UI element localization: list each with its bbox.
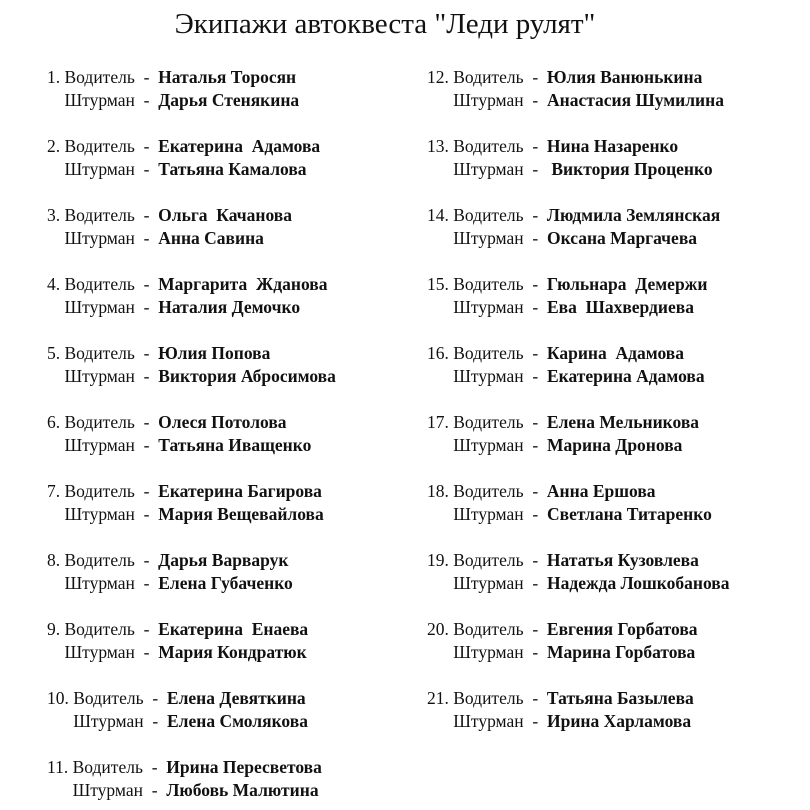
- crew-number: 5.: [47, 343, 61, 363]
- navigator-line: Штурман - Екатерина Адамова: [453, 366, 705, 386]
- crew-entry: [47, 66, 336, 135]
- navigator-role-label: Штурман: [72, 780, 144, 800]
- crew-entry: [427, 549, 729, 618]
- driver-role-label: Водитель: [64, 619, 135, 639]
- navigator-line: Штурман - Татьяна Камалова: [64, 159, 307, 179]
- navigator-line: Штурман - Анна Савина: [64, 228, 264, 248]
- driver-role-label: Водитель: [64, 481, 135, 501]
- driver-name: Людмила Землянская: [546, 205, 721, 225]
- navigator-line: Штурман - Елена Смолякова: [73, 711, 308, 731]
- crew-entry: [47, 618, 336, 687]
- crew-number: 17.: [427, 412, 449, 432]
- driver-name: Евгения Горбатова: [546, 619, 698, 639]
- navigator-role-label: Штурман: [64, 159, 135, 179]
- driver-role-label: Водитель: [72, 757, 143, 777]
- crew-number: 9.: [47, 619, 61, 639]
- crew-number: 8.: [47, 550, 61, 570]
- driver-name: Елена Девяткина: [166, 688, 306, 708]
- navigator-name: Анна Савина: [158, 228, 264, 248]
- crew-entry: [427, 480, 729, 549]
- crew-entry: [47, 687, 336, 756]
- driver-name: Нататья Кузовлева: [546, 550, 699, 570]
- navigator-line: Штурман - Светлана Титаренко: [453, 504, 712, 524]
- driver-role-label: Водитель: [64, 343, 135, 363]
- crew-entry: [427, 66, 729, 135]
- crew-number: 6.: [47, 412, 61, 432]
- crew-entry: [427, 342, 729, 411]
- driver-role-label: Водитель: [453, 550, 524, 570]
- driver-line: 18. Водитель - Анна Ершова: [427, 481, 656, 501]
- crew-number: 1.: [47, 67, 61, 87]
- crew-entry: [47, 480, 336, 549]
- navigator-line: Штурман - Оксана Маргачева: [453, 228, 698, 248]
- crew-entry: [427, 135, 729, 204]
- crew-entry: [427, 411, 729, 480]
- driver-role-label: Водитель: [453, 412, 524, 432]
- driver-role-label: Водитель: [64, 550, 135, 570]
- driver-line: 12. Водитель - Юлия Ванюнькина: [427, 67, 703, 87]
- navigator-name: Мария Кондратюк: [158, 642, 307, 662]
- driver-line: 15. Водитель - Гюльнара Демержи: [427, 274, 708, 294]
- navigator-name: Мария Вещевайлова: [158, 504, 324, 524]
- crew-list-left: [47, 66, 336, 810]
- navigator-line: Штурман - Дарья Стенякина: [64, 90, 300, 110]
- crew-number: 12.: [427, 67, 449, 87]
- crew-number: 18.: [427, 481, 449, 501]
- crew-number: 14.: [427, 205, 449, 225]
- driver-role-label: Водитель: [64, 136, 135, 156]
- navigator-line: Штурман - Виктория Проценко: [453, 159, 713, 179]
- driver-name: Ольга Качанова: [158, 205, 293, 225]
- driver-role-label: Водитель: [64, 205, 135, 225]
- driver-line: 17. Водитель - Елена Мельникова: [427, 412, 700, 432]
- navigator-name: Дарья Стенякина: [158, 90, 300, 110]
- driver-role-label: Водитель: [453, 136, 524, 156]
- driver-line: 11. Водитель - Ирина Пересветова: [47, 757, 322, 777]
- driver-line: 5. Водитель - Юлия Попова: [47, 343, 271, 363]
- crew-number: 7.: [47, 481, 61, 501]
- navigator-name: Ирина Харламова: [546, 711, 692, 731]
- driver-name: Наталья Торосян: [158, 67, 297, 87]
- driver-name: Юлия Попова: [158, 343, 271, 363]
- driver-line: 13. Водитель - Нина Назаренко: [427, 136, 679, 156]
- driver-role-label: Водитель: [64, 274, 135, 294]
- crew-number: 2.: [47, 136, 61, 156]
- crew-number: 11.: [47, 757, 69, 777]
- navigator-name: Надежда Лошкобанова: [546, 573, 730, 593]
- crew-number: 15.: [427, 274, 449, 294]
- crew-entry: [47, 756, 336, 810]
- navigator-line: Штурман - Мария Кондратюк: [64, 642, 307, 662]
- navigator-line: Штурман - Виктория Абросимова: [64, 366, 336, 386]
- navigator-role-label: Штурман: [453, 90, 524, 110]
- navigator-line: Штурман - Мария Вещевайлова: [64, 504, 324, 524]
- driver-line: 8. Водитель - Дарья Варварук: [47, 550, 289, 570]
- driver-role-label: Водитель: [453, 619, 524, 639]
- navigator-name: Светлана Титаренко: [546, 504, 712, 524]
- navigator-role-label: Штурман: [453, 366, 524, 386]
- crew-entry: [47, 273, 336, 342]
- driver-name: Анна Ершова: [546, 481, 656, 501]
- navigator-role-label: Штурман: [453, 504, 524, 524]
- driver-role-label: Водитель: [453, 343, 524, 363]
- navigator-role-label: Штурман: [453, 573, 524, 593]
- driver-line: 20. Водитель - Евгения Горбатова: [427, 619, 698, 639]
- driver-name: Екатерина Енаева: [158, 619, 309, 639]
- crew-number: 21.: [427, 688, 449, 708]
- crew-entry: [427, 618, 729, 687]
- navigator-name: Елена Губаченко: [158, 573, 293, 593]
- driver-name: Дарья Варварук: [158, 550, 289, 570]
- driver-role-label: Водитель: [453, 67, 524, 87]
- navigator-line: Штурман - Наталия Демочко: [64, 297, 301, 317]
- navigator-name: Наталия Демочко: [158, 297, 301, 317]
- driver-name: Юлия Ванюнькина: [546, 67, 703, 87]
- driver-name: Татьяна Базылева: [546, 688, 694, 708]
- navigator-line: Штурман - Марина Дронова: [453, 435, 683, 455]
- driver-line: 6. Водитель - Олеся Потолова: [47, 412, 287, 432]
- driver-role-label: Водитель: [73, 688, 144, 708]
- crew-entry: [47, 135, 336, 204]
- navigator-line: Штурман - Надежда Лошкобанова: [453, 573, 730, 593]
- crew-entry: [47, 204, 336, 273]
- navigator-role-label: Штурман: [453, 642, 524, 662]
- navigator-line: Штурман - Марина Горбатова: [453, 642, 696, 662]
- driver-line: 7. Водитель - Екатерина Багирова: [47, 481, 322, 501]
- navigator-role-label: Штурман: [64, 90, 135, 110]
- driver-name: Олеся Потолова: [158, 412, 287, 432]
- navigator-line: Штурман - Ева Шахвердиева: [453, 297, 694, 317]
- crew-number: 20.: [427, 619, 449, 639]
- page-title: Экипажи автоквеста "Леди рулят": [174, 8, 596, 40]
- crew-number: 16.: [427, 343, 449, 363]
- navigator-line: Штурман - Ирина Харламова: [453, 711, 692, 731]
- driver-name: Екатерина Багирова: [158, 481, 322, 501]
- driver-name: Елена Мельникова: [546, 412, 700, 432]
- driver-role-label: Водитель: [453, 274, 524, 294]
- navigator-role-label: Штурман: [64, 435, 135, 455]
- driver-line: 16. Водитель - Карина Адамова: [427, 343, 684, 363]
- driver-role-label: Водитель: [453, 688, 524, 708]
- navigator-role-label: Штурман: [453, 435, 524, 455]
- navigator-name: Татьяна Камалова: [158, 159, 307, 179]
- driver-line: 3. Водитель - Ольга Качанова: [47, 205, 293, 225]
- driver-line: 10. Водитель - Елена Девяткина: [47, 688, 306, 708]
- navigator-role-label: Штурман: [453, 159, 524, 179]
- navigator-role-label: Штурман: [453, 297, 524, 317]
- crew-entry: [47, 549, 336, 618]
- driver-line: 14. Водитель - Людмила Землянская: [427, 205, 721, 225]
- crew-entry: [427, 204, 729, 273]
- navigator-name: Виктория Абросимова: [158, 366, 336, 386]
- crew-list-right: [427, 66, 729, 756]
- driver-line: 2. Водитель - Екатерина Адамова: [47, 136, 321, 156]
- navigator-name: Анастасия Шумилина: [546, 90, 724, 110]
- crew-number: 3.: [47, 205, 61, 225]
- driver-line: 1. Водитель - Наталья Торосян: [47, 67, 297, 87]
- crew-number: 19.: [427, 550, 449, 570]
- navigator-role-label: Штурман: [64, 366, 135, 386]
- navigator-role-label: Штурман: [73, 711, 144, 731]
- crew-entry: [427, 273, 729, 342]
- crew-entry: [427, 687, 729, 756]
- driver-line: 21. Водитель - Татьяна Базылева: [427, 688, 694, 708]
- navigator-role-label: Штурман: [453, 228, 524, 248]
- driver-name: Маргарита Жданова: [158, 274, 328, 294]
- navigator-name: Елена Смолякова: [166, 711, 308, 731]
- driver-name: Нина Назаренко: [546, 136, 679, 156]
- navigator-line: Штурман - Татьяна Иващенко: [64, 435, 312, 455]
- navigator-role-label: Штурман: [453, 711, 524, 731]
- driver-line: 9. Водитель - Екатерина Енаева: [47, 619, 309, 639]
- navigator-name: Марина Горбатова: [546, 642, 696, 662]
- navigator-line: Штурман - Анастасия Шумилина: [453, 90, 724, 110]
- navigator-name: Виктория Проценко: [546, 159, 713, 179]
- crew-number: 10.: [47, 688, 69, 708]
- navigator-name: Любовь Малютина: [166, 780, 319, 800]
- driver-line: 19. Водитель - Нататья Кузовлева: [427, 550, 699, 570]
- driver-role-label: Водитель: [64, 412, 135, 432]
- navigator-line: Штурман - Елена Губаченко: [64, 573, 293, 593]
- driver-role-label: Водитель: [453, 481, 524, 501]
- crew-number: 4.: [47, 274, 61, 294]
- crew-entry: [47, 342, 336, 411]
- crew-entry: [47, 411, 336, 480]
- navigator-name: Оксана Маргачева: [546, 228, 698, 248]
- driver-role-label: Водитель: [64, 67, 135, 87]
- navigator-line: Штурман - Любовь Малютина: [72, 780, 319, 800]
- driver-name: Карина Адамова: [546, 343, 684, 363]
- driver-role-label: Водитель: [453, 205, 524, 225]
- navigator-name: Марина Дронова: [546, 435, 683, 455]
- navigator-role-label: Штурман: [64, 642, 135, 662]
- crew-number: 13.: [427, 136, 449, 156]
- navigator-name: Екатерина Адамова: [546, 366, 705, 386]
- driver-name: Гюльнара Демержи: [546, 274, 708, 294]
- navigator-role-label: Штурман: [64, 297, 135, 317]
- driver-line: 4. Водитель - Маргарита Жданова: [47, 274, 328, 294]
- navigator-name: Татьяна Иващенко: [158, 435, 312, 455]
- navigator-role-label: Штурман: [64, 504, 135, 524]
- navigator-role-label: Штурман: [64, 573, 135, 593]
- driver-name: Екатерина Адамова: [158, 136, 321, 156]
- navigator-role-label: Штурман: [64, 228, 135, 248]
- navigator-name: Ева Шахвердиева: [546, 297, 694, 317]
- driver-name: Ирина Пересветова: [166, 757, 322, 777]
